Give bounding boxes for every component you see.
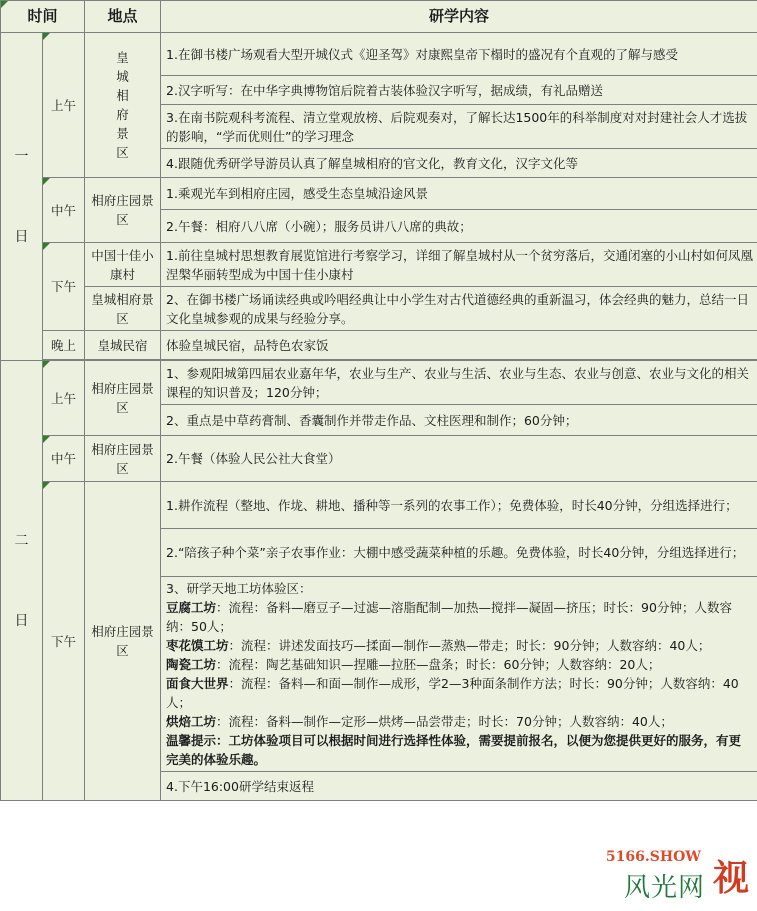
place-d2-noon: 相府庄园景区	[85, 436, 161, 482]
place-d1-afternoon-1: 中国十佳小康村	[85, 243, 161, 287]
slot-d2-afternoon: 下午	[43, 482, 85, 801]
watermark-logo	[599, 849, 749, 905]
content-d1-a2: 2、在御书楼广场诵读经典或吟唱经典让中小学生对古代道德经典的重新温习，体会经典的魅力，总结一日文化皇城参观的成果与经验分享。	[161, 287, 757, 331]
content-d1-m3: 3.在南书院观科考流程、清立堂观放榜、后院观奏对，了解长达1500年的科举制度对对封建社会人才选拔的影响，“学而优则仕”的学习理念	[161, 105, 757, 149]
workshop-tip: 温馨提示：工坊体验项目可以根据时间进行选择性体验，需要提前报名，以便为您提供更好的服务，有更完美的体验乐趣。	[166, 733, 742, 767]
place-d1-evening: 皇城民宿	[85, 331, 161, 360]
slot-d1-afternoon: 下午	[43, 243, 85, 331]
place-d1-afternoon-2: 皇城相府景区	[85, 287, 161, 331]
header-row	[1, 1, 757, 33]
header-content: 研学内容	[161, 1, 757, 33]
workshop-tofu: 豆腐工坊：流程：备料—磨豆子—过滤—溶脂配制—加热—搅拌—凝固—挤压；时长：90分钟；人数容纳：50人；	[166, 600, 732, 634]
content-d1-m1: 1.在御书楼广场观看大型开城仪式《迎圣驾》对康熙皇帝下榻时的盛况有个直观的了解与感受	[161, 33, 757, 76]
content-d2-a1: 1.耕作流程（整地、作垅、耕地、播种等一系列的农事工作）；免费体验，时长40分钟，分组选择进行；	[161, 482, 757, 529]
day-two-label: 二日	[1, 361, 43, 801]
slot-d1-evening: 晚上	[43, 331, 85, 360]
header-place: 地点	[85, 1, 161, 33]
content-d2-a2: 2.“陪孩子种个菜”亲子农事作业：大棚中感受蔬菜种植的乐趣。免费体验，时长40分钟，分组选择进行；	[161, 529, 757, 577]
content-d1-n2: 2.午餐：相府八八席（小碗）；服务员讲八八席的典故；	[161, 210, 757, 243]
watermark-name: 风光网	[623, 873, 705, 903]
slot-d2-morning: 上午	[43, 361, 85, 436]
workshop-area-title: 3、研学天地工坊体验区：	[166, 581, 312, 596]
content-d2-m2: 2、重点是中草药膏制、香囊制作并带走作品、文柱医理和制作；60分钟；	[161, 405, 757, 436]
content-d1-n1: 1.乘观光车到相府庄园，感受生态皇城沿途风景	[161, 178, 757, 210]
content-d2-m1: 1、参观阳城第四届农业嘉年华，农业与生产、农业与生活、农业与生态、农业与创意、农业与文化的相关课程的知识普及；120分钟；	[161, 361, 757, 405]
day-one-label: 一日	[1, 33, 43, 361]
place-d2-afternoon: 相府庄园景区	[85, 482, 161, 801]
place-d2-morning: 相府庄园景区	[85, 361, 161, 436]
place-d1-morning: 皇城相府景区	[85, 33, 161, 178]
slot-d1-morning: 上午	[43, 33, 85, 178]
workshop-noodles: 面食大世界：流程：备料—和面—制作—成形，学2—3种面条制作方法；时长：90分钟；人数容纳：40人；	[166, 676, 739, 710]
content-d1-m2: 2.汉字听写：在中华字典博物馆后院着古装体验汉字听写，据成绩，有礼品赠送	[161, 76, 757, 105]
workshop-jujube-bun: 枣花馍工坊：流程：讲述发面技巧—揉面—制作—蒸熟—带走；时长：90分钟；人数容纳：40人；	[166, 638, 711, 653]
workshop-ceramics: 陶瓷工坊：流程：陶艺基础知识—捏雕—拉胚—盘条；时长：60分钟；人数容纳：20人；	[166, 657, 661, 672]
content-d1-e1: 体验皇城民宿，品特色农家饭	[161, 331, 757, 360]
header-time: 时间	[1, 1, 85, 33]
content-d1-m4: 4.跟随优秀研学导游员认真了解皇城相府的官文化，教育文化，汉字文化等	[161, 149, 757, 178]
slot-d1-noon: 中午	[43, 178, 85, 243]
watermark-url: 5166.SHOW	[605, 849, 701, 865]
slot-d2-noon: 中午	[43, 436, 85, 482]
place-d1-noon: 相府庄园景区	[85, 178, 161, 243]
workshop-baking: 烘焙工坊：流程：备料—制作—定形—烘烤—品尝带走；时长：70分钟；人数容纳：40人；	[166, 714, 673, 729]
content-d2-n1: 2.午餐（体验人民公社大食堂）	[161, 436, 757, 482]
content-d1-a1: 1.前往皇城村思想教育展览馆进行考察学习，详细了解皇城村从一个贫穷落后，交通闭塞的小山村如何凤凰涅槃华丽转型成为中国十佳小康村	[161, 243, 757, 287]
content-d2-a3	[161, 577, 757, 772]
content-d2-a4: 4.下午16:00研学结束返程	[161, 772, 757, 801]
video-icon: 视	[712, 858, 749, 899]
